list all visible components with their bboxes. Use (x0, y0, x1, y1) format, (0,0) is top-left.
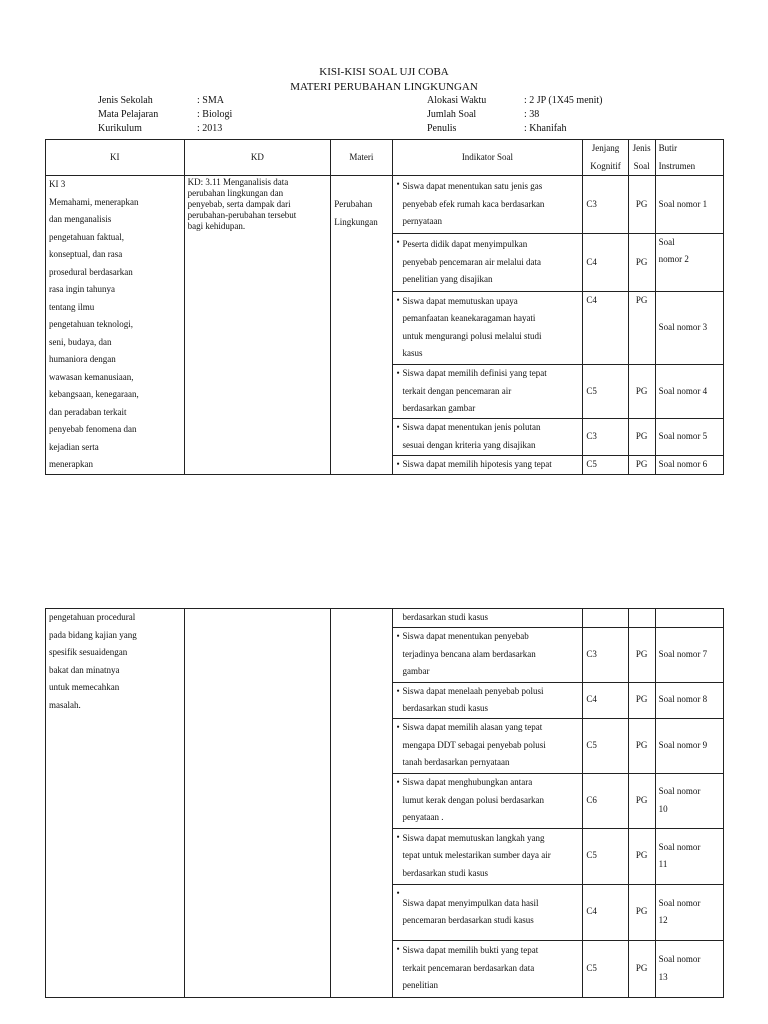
indikator-line: tanah berdasarkan pernyataan (402, 757, 510, 768)
jenjang-kognitif-cell: C5 (583, 364, 628, 418)
butir-instrumen-cell (655, 682, 723, 718)
meta-value-jumlah-soal: : 38 (524, 109, 540, 120)
ki-text-line: dan peradaban terkait (49, 406, 127, 417)
jenjang-kognitif-cell: C3 (583, 627, 628, 682)
indikator-line: gambar (402, 666, 430, 677)
butir-instrumen-cell (655, 627, 723, 682)
indikator-line: berdasarkan studi kasus (402, 703, 488, 713)
indikator-line: Siswa dapat memilih alasan yang tepat (402, 722, 543, 733)
ki-text-line: kebangsaan, kenegaraan, (49, 389, 139, 399)
butir-text-line: Soal nomor 4 (658, 385, 708, 396)
butir-text-line: nomor 2 (658, 254, 689, 265)
indikator-cell (392, 940, 583, 997)
ki-text-line: Memahami, menerapkan (49, 196, 139, 207)
butir-text-line: Soal nomor (658, 786, 701, 796)
col-header-butir-line1: Butir (658, 143, 678, 153)
jenjang-kognitif-cell: C5 (583, 455, 628, 474)
jenis-soal-cell: PG (628, 940, 655, 997)
jenis-soal-cell: PG (628, 828, 655, 884)
meta-label-penulis: Penulis (427, 123, 457, 134)
jenjang-kognitif-cell: C4 (583, 233, 628, 291)
bullet-icon: • (396, 776, 400, 787)
indikator-line: pernyataan (402, 216, 442, 227)
indikator-line: Siswa dapat menyimpulkan data hasil (402, 897, 539, 908)
meta-value-jenis-sekolah: : SMA (197, 95, 224, 106)
jenjang-kognitif-cell: C5 (583, 718, 628, 773)
indikator-cell (392, 419, 583, 456)
ki-text-line: rasa ingin tahunya (49, 284, 115, 294)
butir-instrumen-cell (655, 291, 723, 364)
jenjang-kognitif-cell: C5 (583, 828, 628, 884)
indikator-cell (392, 828, 583, 884)
ki-text-line: menerapkan (49, 459, 93, 469)
materi-text-line: Perubahan (334, 199, 373, 209)
bullet-icon: • (396, 887, 400, 898)
meta-value-mata-pelajaran: : Biologi (197, 109, 233, 120)
butir-text-line: Soal nomor 8 (658, 694, 708, 705)
butir-text-line: Soal nomor (658, 954, 701, 964)
butir-text-line: Soal nomor 5 (658, 431, 708, 442)
col-header-butir (655, 140, 723, 176)
indikator-line: lumut kerak dengan polusi berdasarkan (402, 794, 544, 805)
indikator-cell (392, 364, 583, 418)
col-header-jenis-line2: Soal (633, 160, 650, 171)
jenjang-kognitif-cell: C5 (583, 940, 628, 997)
butir-instrumen-cell (655, 455, 723, 474)
jenjang-kognitif-cell: C4 (583, 291, 628, 364)
indikator-line: berdasarkan studi kasus (402, 867, 488, 878)
indikator-line: Peserta didik dapat menyimpulkan (402, 239, 528, 250)
document-subtitle: MATERI PERUBAHAN LINGKUNGAN (290, 81, 478, 93)
col-header-ki: KI (46, 140, 185, 176)
col-header-materi: Materi (331, 140, 392, 176)
indikator-line: terjadinya bencana alam berdasarkan (402, 648, 536, 659)
butir-instrumen-cell (655, 884, 723, 940)
indikator-cell (392, 455, 583, 474)
indikator-line: Siswa dapat memutuskan langkah yang (402, 832, 545, 843)
jenis-soal-cell: PG (628, 718, 655, 773)
butir-text-line: Soal nomor 3 (658, 322, 708, 333)
bullet-icon: • (396, 458, 400, 469)
jenis-soal-cell: PG (628, 176, 655, 234)
butir-text-line: Soal (658, 236, 675, 247)
indikator-cell (392, 682, 583, 718)
jenjang-kognitif-cell: C3 (583, 176, 628, 234)
indikator-cell (392, 176, 583, 234)
butir-instrumen-cell (655, 609, 723, 628)
jenis-soal-cell: PG (628, 364, 655, 418)
butir-instrumen-cell (655, 718, 723, 773)
col-header-jenjang (583, 140, 628, 176)
materi-cell (331, 176, 392, 475)
indikator-line: pencemaran berdasarkan studi kasus (402, 915, 534, 925)
indikator-line: penyataan . (402, 812, 444, 823)
meta-label-mata-pelajaran: Mata Pelajaran (98, 109, 159, 120)
butir-text-line: Soal nomor 9 (658, 739, 708, 750)
meta-label-alokasi-waktu: Alokasi Waktu (427, 95, 487, 106)
jenjang-kognitif-cell: C4 (583, 682, 628, 718)
table-row (46, 176, 724, 234)
indikator-line: mengapa DDT sebagai penyebab polusi (402, 739, 546, 750)
jenis-soal-cell: PG (628, 419, 655, 456)
bullet-icon: • (396, 422, 400, 433)
jenis-soal-cell: PG (628, 627, 655, 682)
ki-text-line: prosedural berdasarkan (49, 266, 133, 277)
col-header-jenjang-line1: Jenjang (591, 143, 620, 153)
kd-cell-empty (184, 609, 331, 998)
butir-text-line: 10 (658, 803, 668, 814)
ki-text-line: bakat dan minatnya (49, 664, 120, 675)
indikator-line: Siswa dapat memilih hipotesis yang tepat (402, 458, 552, 469)
ki-text-line: seni, budaya, dan (49, 336, 112, 347)
indikator-line: penelitian (402, 980, 439, 991)
indikator-cell (392, 773, 583, 828)
indikator-line: terkait dengan pencemaran air (402, 385, 512, 396)
col-header-jenis-line1: Jenis (632, 143, 651, 153)
jenis-soal-cell (628, 609, 655, 628)
col-header-indikator: Indikator Soal (392, 140, 583, 176)
indikator-line: Siswa dapat menghubungkan antara (402, 777, 533, 788)
col-header-butir-line2: Instrumen (658, 160, 696, 171)
ki-text-line: KI 3 (49, 179, 66, 189)
indikator-line: untuk mengurangi polusi melalui studi (402, 330, 542, 341)
indikator-cell (392, 291, 583, 364)
indikator-line: Siswa dapat menentukan penyebab (402, 631, 529, 642)
butir-text-line: Soal nomor (658, 841, 701, 852)
materi-cell-empty (331, 609, 392, 998)
indikator-line: penyebab efek rumah kaca berdasarkan (402, 198, 545, 209)
header-row (46, 140, 724, 176)
jenjang-kognitif-cell (583, 609, 628, 628)
jenis-soal-cell: PG (628, 291, 655, 364)
bullet-icon: • (396, 943, 400, 954)
ki-text-line: pada bidang kajian yang (49, 629, 137, 640)
ki-text-line: pengetahuan faktual, (49, 231, 124, 242)
ki-text-line: dan menganalisis (49, 214, 112, 224)
kd-text-line: KD: 3.11 Menganalisis data (187, 177, 289, 187)
table-row (46, 609, 724, 628)
indikator-line: Siswa dapat memilih bukti yang tepat (402, 945, 539, 956)
meta-label-jumlah-soal: Jumlah Soal (427, 109, 477, 120)
indikator-line: Siswa dapat menelaah penyebab polusi (402, 685, 544, 696)
butir-instrumen-cell (655, 176, 723, 234)
kd-text-line: perubahan-perubahan tersebut (187, 210, 297, 220)
bullet-icon: • (396, 831, 400, 842)
meta-value-alokasi-waktu: : 2 JP (1X45 menit) (524, 95, 603, 106)
indikator-line: terkait pencemaran berdasarkan data (402, 962, 535, 973)
indikator-line: berdasarkan gambar (402, 403, 476, 414)
butir-text-line: Soal nomor 7 (658, 648, 708, 659)
indikator-line: penelitian yang disajikan (402, 274, 493, 285)
butir-instrumen-cell (655, 419, 723, 456)
ki-text-line: konseptual, dan rasa (49, 249, 123, 259)
ki-cell (46, 176, 185, 475)
indikator-line: pemanfaatan keanekaragaman hayati (402, 313, 536, 324)
ki-text-line: masalah. (49, 699, 81, 710)
butir-instrumen-cell (655, 940, 723, 997)
ki-cell-continued (46, 609, 185, 998)
bullet-icon: • (396, 685, 400, 696)
butir-instrumen-cell (655, 828, 723, 884)
document-title: KISI-KISI SOAL UJI COBA (319, 66, 449, 78)
indikator-cell (392, 884, 583, 940)
col-header-kd: KD (184, 140, 331, 176)
meta-value-penulis: : Khanifah (524, 123, 567, 134)
col-header-jenjang-line2: Kognitif (590, 160, 621, 171)
butir-instrumen-cell (655, 364, 723, 418)
indikator-cell (392, 233, 583, 291)
jenis-soal-cell: PG (628, 682, 655, 718)
ki-text-line: tentang ilmu (49, 301, 95, 312)
ki-text-line: penyebab fenomena dan (49, 424, 137, 434)
jenis-soal-cell: PG (628, 773, 655, 828)
meta-label-jenis-sekolah: Jenis Sekolah (98, 95, 153, 106)
butir-text-line: 12 (658, 915, 668, 925)
kd-text-line: penyebab, serta dampak dari (187, 199, 291, 209)
indikator-cell (392, 627, 583, 682)
indikator-line: sesuai dengan kriteria yang disajikan (402, 439, 536, 450)
ki-text-line: untuk memecahkan (49, 682, 120, 692)
jenjang-kognitif-cell: C3 (583, 419, 628, 456)
jenjang-kognitif-cell: C4 (583, 884, 628, 940)
indikator-line: Siswa dapat menentukan jenis polutan (402, 422, 541, 433)
kd-text-line: perubahan lingkungan dan (187, 188, 284, 198)
ki-text-line: spesifik sesuaidengan (49, 647, 128, 657)
indikator-line: Siswa dapat memutuskan upaya (402, 295, 518, 306)
indikator-line: kasus (402, 348, 423, 359)
ki-text-line: pengetahuan procedural (49, 612, 136, 622)
bullet-icon: • (396, 294, 400, 305)
ki-text-line: pengetahuan teknologi, (49, 319, 133, 329)
ki-text-line: kejadian serta (49, 441, 99, 452)
col-header-jenis (628, 140, 655, 176)
butir-instrumen-cell (655, 773, 723, 828)
jenis-soal-cell: PG (628, 455, 655, 474)
bullet-icon: • (396, 721, 400, 732)
butir-text-line: 13 (658, 971, 668, 982)
bullet-icon: • (396, 236, 400, 247)
bullet-icon: • (396, 630, 400, 641)
butir-text-line: Soal nomor 1 (658, 198, 708, 209)
materi-text-line: Lingkungan (334, 216, 378, 227)
indikator-cell (392, 718, 583, 773)
indikator-line: Siswa dapat menentukan satu jenis gas (402, 181, 543, 192)
indikator-line: tepat untuk melestarikan sumber daya air (402, 850, 551, 861)
butir-text-line: Soal nomor (658, 897, 701, 908)
kisi-kisi-table-page-2 (45, 608, 724, 998)
indikator-continued-cell: berdasarkan studi kasus (392, 609, 583, 628)
meta-label-kurikulum: Kurikulum (98, 123, 142, 134)
kd-cell (184, 176, 331, 475)
kisi-kisi-table-page-1 (45, 139, 724, 475)
butir-text-line: 11 (658, 859, 668, 869)
ki-text-line: wawasan kemanusiaan, (49, 371, 134, 382)
meta-value-kurikulum: : 2013 (197, 123, 223, 134)
butir-text-line: Soal nomor 6 (658, 458, 708, 469)
jenis-soal-cell: PG (628, 233, 655, 291)
jenis-soal-cell: PG (628, 884, 655, 940)
indikator-line: Siswa dapat memilih definisi yang tepat (402, 368, 547, 379)
indikator-line: penyebab pencemaran air melalui data (402, 256, 541, 267)
bullet-icon: • (396, 179, 400, 189)
butir-instrumen-cell (655, 233, 723, 291)
bullet-icon: • (396, 367, 400, 378)
jenjang-kognitif-cell: C6 (583, 773, 628, 828)
kd-text-line: bagi kehidupan. (187, 221, 246, 231)
ki-text-line: humaniora dengan (49, 354, 116, 364)
